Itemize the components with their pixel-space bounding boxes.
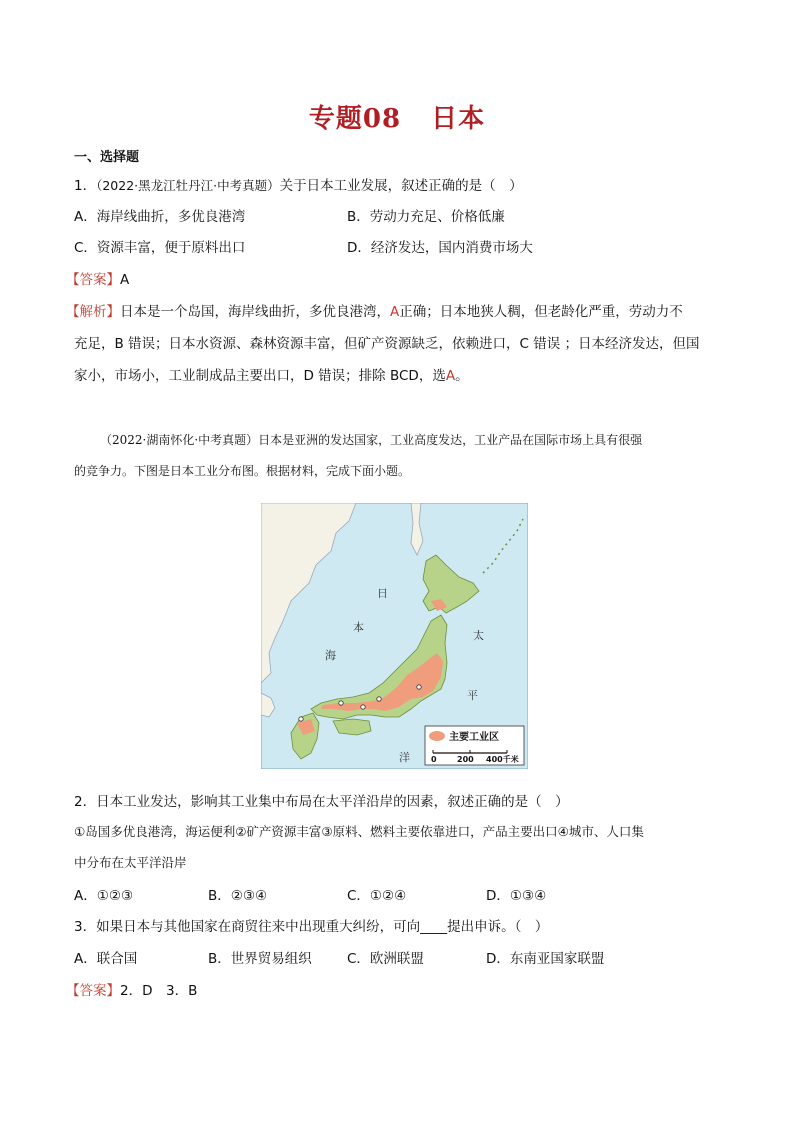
page-title xyxy=(0,98,794,135)
analysis-label: 【解析】 xyxy=(66,304,120,320)
scale-label-200: 200 xyxy=(457,755,474,764)
q2-option-d: D．①③④ xyxy=(486,888,547,904)
sea-label-right-1: 太 xyxy=(473,629,484,642)
analysis-text: 。 xyxy=(455,368,469,384)
q3-option-a: A．联合国 xyxy=(74,951,138,967)
title-prefix: 专题08 xyxy=(308,104,402,134)
sea-label-left-1: 日 xyxy=(377,587,388,600)
answer-label: 【答案】 xyxy=(66,983,120,999)
answer-values: 2．D 3．B xyxy=(120,983,198,999)
legend-label: 主要工业区 xyxy=(449,732,499,743)
q3-option-d: D．东南亚国家联盟 xyxy=(486,951,605,967)
sea-label-right-3: 洋 xyxy=(399,751,410,764)
q1-option-b: B．劳动力充足、价格低廉 xyxy=(347,209,505,225)
city-dot xyxy=(377,697,381,701)
q3-option-b: B．世界贸易组织 xyxy=(208,951,312,967)
answer-value: A xyxy=(120,272,130,288)
sea-label-left-3: 海 xyxy=(325,649,336,662)
q2-items-line-1: ①岛国多优良港湾，海运便利②矿产资源丰富③原料、燃料主要依靠进口，产品主要出口④城市、人口集 xyxy=(74,824,644,839)
q2-option-c: C．①②④ xyxy=(347,888,407,904)
sea-label-left-2: 本 xyxy=(353,621,364,634)
q2-option-b: B．②③④ xyxy=(208,888,268,904)
scale-label-0: 0 xyxy=(431,755,437,764)
shikoku xyxy=(333,719,371,735)
analysis-highlight: A xyxy=(390,304,400,320)
q1-stem-text: 关于日本工业发展，叙述正确的是（ ） xyxy=(279,178,523,194)
analysis-text: 日本是一个岛国，海岸线曲折，多优良港湾， xyxy=(120,304,390,320)
q1-option-c: C．资源丰富，便于原料出口 xyxy=(74,240,246,256)
city-dot xyxy=(361,705,365,709)
japan-industry-map xyxy=(261,503,528,769)
title-name: 日本 xyxy=(431,104,486,134)
analysis-text: 家小，市场小，工业制成品主要出口，D 错误；排除 BCD，选 xyxy=(74,368,446,384)
city-dot xyxy=(339,701,343,705)
city-dot xyxy=(299,717,303,721)
material-line-1: （2022·湖南怀化·中考真题）日本是亚洲的发达国家，工业高度发达，工业产品在国际市场上具有很强 xyxy=(100,433,643,447)
q3-option-c: C．欧洲联盟 xyxy=(347,951,424,967)
q3-stem: 3．如果日本与其他国家在商贸往来中出现重大纠纷，可向____提出申诉。（ ） xyxy=(74,919,549,935)
q1-analysis-line-2: 充足，B 错误；日本水资源、森林资源丰富，但矿产资源缺乏，依赖进口，C 错误 ；日本经济发达，但国 xyxy=(74,336,700,352)
q1-answer xyxy=(66,270,129,290)
q1-source: （2022·黑龙江牡丹江·中考真题） xyxy=(96,178,280,193)
sea-label-right-2: 平 xyxy=(467,689,478,702)
analysis-text: 正确；日本地狭人稠，但老龄化严重，劳动力不 xyxy=(399,304,683,320)
q1-analysis-line-1 xyxy=(66,302,683,322)
scale-label-400: 400千米 xyxy=(486,755,519,764)
q1-stem xyxy=(74,176,523,196)
q2-option-a: A．①②③ xyxy=(74,888,134,904)
answers-2-3 xyxy=(66,981,197,1001)
section-heading: 一、选择题 xyxy=(74,150,140,165)
legend-swatch xyxy=(429,731,445,741)
analysis-highlight: A xyxy=(445,368,456,384)
material-line-2: 的竞争力。下图是日本工业分布图。根据材料，完成下面小题。 xyxy=(74,464,411,478)
q1-number: 1． xyxy=(74,178,97,194)
city-dot xyxy=(417,685,421,689)
q2-items-line-2: 中分布在太平洋沿岸 xyxy=(74,855,187,870)
q1-option-a: A．海岸线曲折，多优良港湾 xyxy=(74,209,246,225)
q2-stem: 2．日本工业发达，影响其工业集中布局在太平洋沿岸的因素，叙述正确的是（ ） xyxy=(74,794,569,810)
q1-analysis-line-3 xyxy=(74,366,469,386)
q1-option-d: D．经济发达，国内消费市场大 xyxy=(347,240,533,256)
answer-label: 【答案】 xyxy=(66,272,120,288)
